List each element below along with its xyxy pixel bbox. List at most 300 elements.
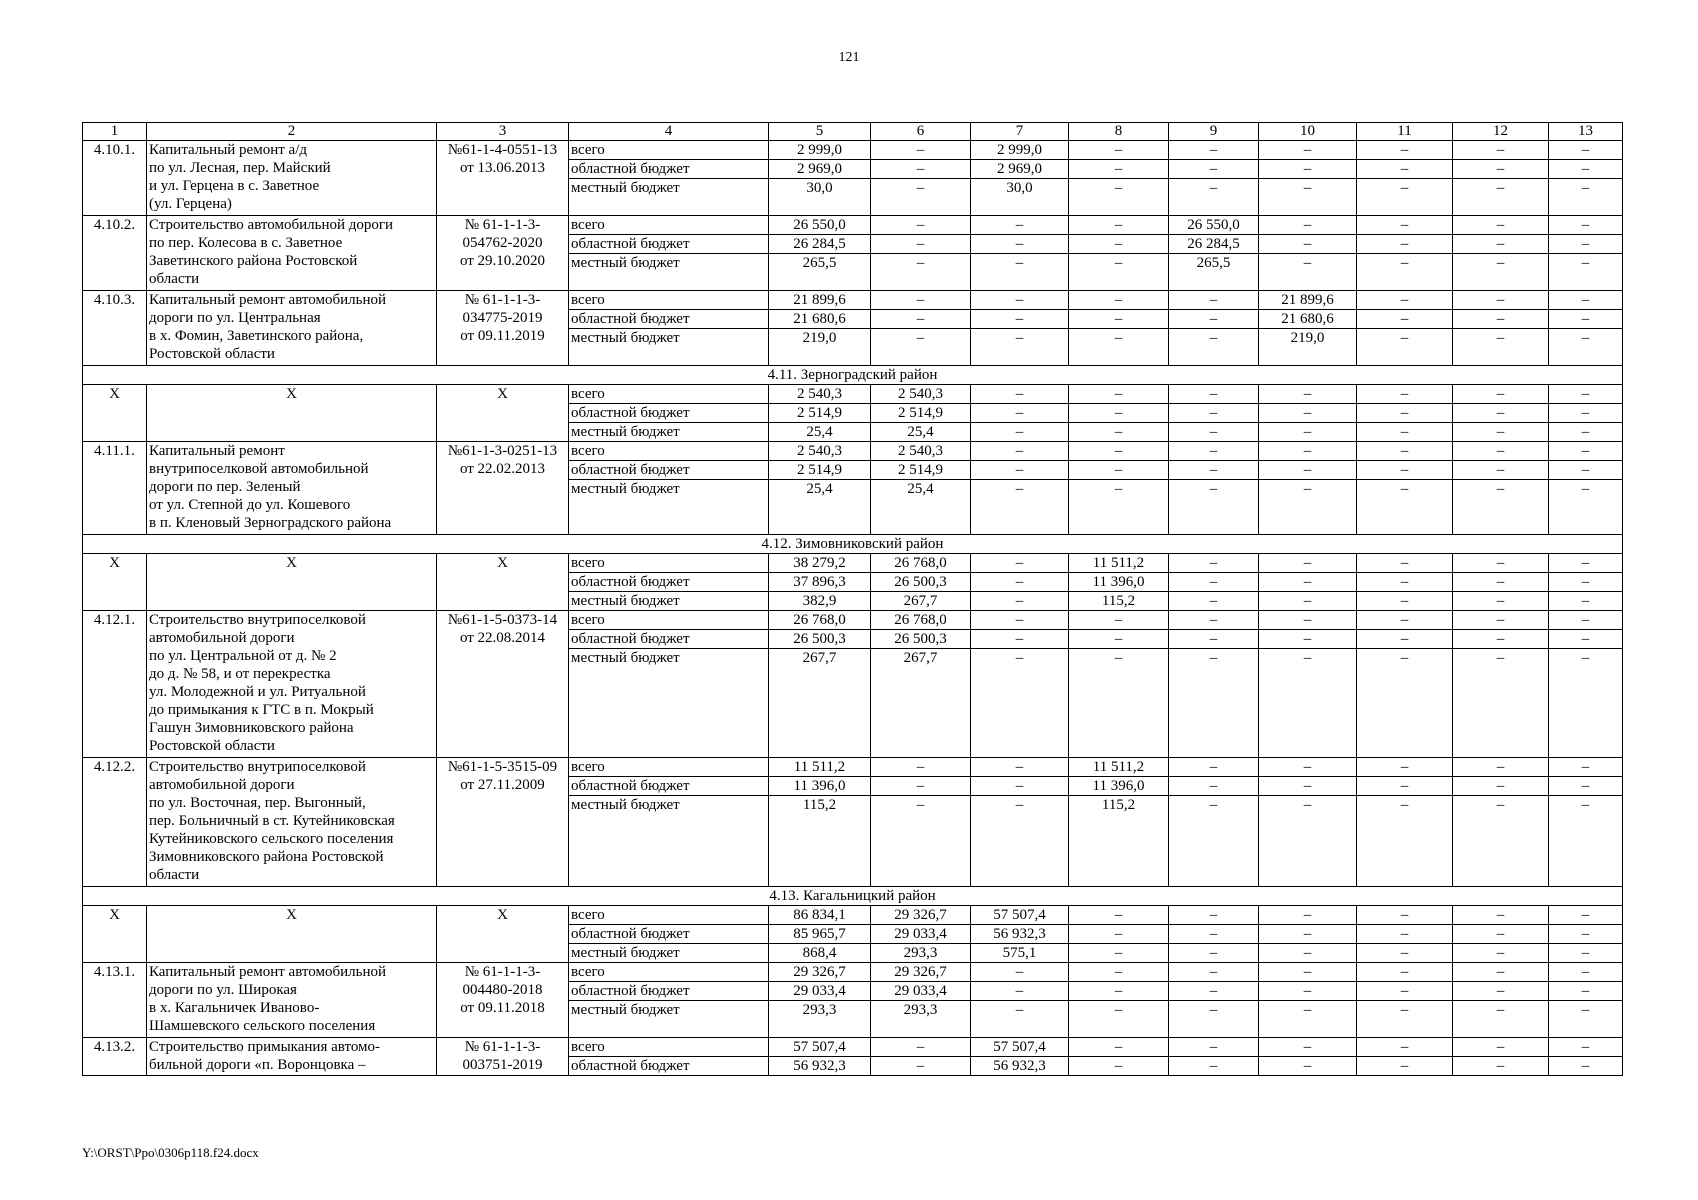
value-cell: –	[1453, 179, 1549, 216]
value-cell: –	[1069, 944, 1169, 963]
value-cell: 25,4	[769, 480, 871, 535]
value-cell: –	[1453, 404, 1549, 423]
value-cell: –	[1069, 404, 1169, 423]
item-name	[147, 1038, 437, 1076]
value-cell: 2 540,3	[871, 385, 971, 404]
document-number	[437, 963, 569, 1038]
value-cell: –	[1357, 649, 1453, 758]
value-cell: –	[1169, 1001, 1259, 1038]
value-cell: –	[1169, 404, 1259, 423]
column-header: 6	[871, 123, 971, 141]
value-cell: 26 550,0	[1169, 216, 1259, 235]
value-cell: –	[971, 982, 1069, 1001]
value-cell: –	[1259, 611, 1357, 630]
value-cell: 2 999,0	[769, 141, 871, 160]
value-cell: –	[1169, 796, 1259, 887]
item-name-line: по ул. Лесная, пер. Майский	[149, 160, 331, 176]
value-cell: 11 396,0	[769, 777, 871, 796]
item-name-line: бильной дороги «п. Воронцовка –	[149, 1057, 366, 1073]
value-cell: 26 500,3	[769, 630, 871, 649]
value-cell: –	[1549, 554, 1623, 573]
item-name-line: Кутейниковского сельского поселения	[149, 831, 394, 847]
value-cell: 29 326,7	[769, 963, 871, 982]
item-name-line: дороги по ул. Широкая	[149, 982, 297, 998]
value-cell: 2 969,0	[971, 160, 1069, 179]
document-line: от 22.02.2013	[459, 461, 546, 477]
value-cell: –	[1453, 906, 1549, 925]
value-cell: 11 396,0	[1069, 573, 1169, 592]
table-row	[83, 963, 1623, 982]
document-line: от 13.06.2013	[459, 160, 546, 176]
document-line: от 09.11.2018	[460, 1000, 545, 1016]
value-cell: –	[1169, 777, 1259, 796]
item-number: Х	[83, 554, 147, 611]
document-line: 004480-2018	[462, 982, 543, 998]
funding-source: областной бюджет	[569, 982, 769, 1001]
value-cell: 219,0	[1259, 329, 1357, 366]
value-cell: –	[1069, 216, 1169, 235]
value-cell: –	[1357, 906, 1453, 925]
value-cell: –	[971, 235, 1069, 254]
item-number: 4.10.3.	[83, 291, 147, 366]
item-name	[147, 906, 437, 963]
column-header: 3	[437, 123, 569, 141]
value-cell: 26 550,0	[769, 216, 871, 235]
value-cell: –	[971, 592, 1069, 611]
value-cell: 868,4	[769, 944, 871, 963]
document-number	[437, 442, 569, 535]
value-cell: –	[1549, 944, 1623, 963]
document-line: от 22.08.2014	[459, 630, 546, 646]
item-name	[147, 758, 437, 887]
value-cell: –	[1453, 1057, 1549, 1076]
column-header: 10	[1259, 123, 1357, 141]
value-cell: –	[1549, 592, 1623, 611]
funding-source: всего	[569, 611, 769, 630]
funding-source: областной бюджет	[569, 160, 769, 179]
value-cell: –	[1453, 777, 1549, 796]
value-cell: –	[1549, 906, 1623, 925]
document-line: Х	[497, 386, 508, 402]
value-cell: 29 033,4	[871, 982, 971, 1001]
value-cell: –	[1259, 442, 1357, 461]
value-cell: –	[1069, 423, 1169, 442]
value-cell: –	[1259, 944, 1357, 963]
value-cell: –	[1549, 385, 1623, 404]
funding-source: областной бюджет	[569, 573, 769, 592]
value-cell: –	[1357, 982, 1453, 1001]
value-cell: –	[1453, 160, 1549, 179]
value-cell: 56 932,3	[769, 1057, 871, 1076]
value-cell: –	[971, 461, 1069, 480]
item-name	[147, 963, 437, 1038]
value-cell: –	[1549, 1057, 1623, 1076]
table-row	[83, 554, 1623, 573]
value-cell: –	[1357, 216, 1453, 235]
value-cell: –	[1453, 758, 1549, 777]
table-row	[83, 291, 1623, 310]
value-cell: –	[1549, 216, 1623, 235]
item-number: Х	[83, 906, 147, 963]
value-cell: –	[1069, 385, 1169, 404]
value-cell: 11 511,2	[1069, 554, 1169, 573]
section-title: 4.12. Зимовниковский район	[83, 535, 1623, 554]
footer-file-path: Y:\ORST\Ppo\0306p118.f24.docx	[82, 1145, 259, 1160]
value-cell: –	[1357, 480, 1453, 535]
value-cell: –	[871, 329, 971, 366]
value-cell: 2 540,3	[769, 442, 871, 461]
value-cell: –	[871, 179, 971, 216]
value-cell: –	[1169, 925, 1259, 944]
value-cell: –	[1549, 141, 1623, 160]
value-cell: –	[1169, 141, 1259, 160]
value-cell: –	[1357, 796, 1453, 887]
value-cell: 115,2	[1069, 592, 1169, 611]
value-cell: –	[1549, 179, 1623, 216]
value-cell: –	[1259, 573, 1357, 592]
value-cell: 2 969,0	[769, 160, 871, 179]
value-cell: –	[1259, 404, 1357, 423]
value-cell: –	[1549, 649, 1623, 758]
value-cell: –	[1357, 758, 1453, 777]
item-number: 4.12.2.	[83, 758, 147, 887]
section-title: 4.13. Кагальницкий район	[83, 887, 1623, 906]
value-cell: –	[1169, 758, 1259, 777]
value-cell: –	[1549, 777, 1623, 796]
funding-source: всего	[569, 291, 769, 310]
item-name-line: внутрипоселковой автомобильной	[149, 461, 369, 477]
document-number	[437, 1038, 569, 1076]
value-cell: 21 899,6	[1259, 291, 1357, 310]
value-cell: 56 932,3	[971, 925, 1069, 944]
value-cell: –	[1169, 592, 1259, 611]
value-cell: –	[1069, 291, 1169, 310]
value-cell: 115,2	[769, 796, 871, 887]
value-cell: –	[1453, 1001, 1549, 1038]
column-header: 7	[971, 123, 1069, 141]
value-cell: –	[1453, 796, 1549, 887]
funding-source: всего	[569, 141, 769, 160]
value-cell: –	[1169, 963, 1259, 982]
item-name-line: Ростовской области	[149, 346, 275, 362]
funding-source: областной бюджет	[569, 630, 769, 649]
column-header: 2	[147, 123, 437, 141]
value-cell: –	[1069, 310, 1169, 329]
item-name-line: по ул. Восточная, пер. Выгонный,	[149, 795, 366, 811]
value-cell: –	[971, 649, 1069, 758]
value-cell: 2 514,9	[871, 461, 971, 480]
value-cell: –	[971, 1001, 1069, 1038]
item-name-line: и ул. Герцена в с. Заветное	[149, 178, 320, 194]
budget-table	[82, 122, 1623, 1076]
value-cell: –	[971, 963, 1069, 982]
item-name-line: в п. Кленовый Зерноградского района	[149, 515, 392, 531]
value-cell: 267,7	[769, 649, 871, 758]
value-cell: –	[1357, 179, 1453, 216]
item-name-line: Зимовниковского района Ростовской	[149, 849, 384, 865]
value-cell: –	[1169, 329, 1259, 366]
value-cell: 219,0	[769, 329, 871, 366]
item-name-line: по пер. Колесова в с. Заветное	[149, 235, 343, 251]
value-cell: –	[1069, 611, 1169, 630]
value-cell: 57 507,4	[971, 1038, 1069, 1057]
value-cell: –	[1357, 925, 1453, 944]
value-cell: 38 279,2	[769, 554, 871, 573]
value-cell: –	[971, 216, 1069, 235]
value-cell: –	[1357, 160, 1453, 179]
funding-source: местный бюджет	[569, 179, 769, 216]
value-cell: –	[1259, 592, 1357, 611]
column-header: 13	[1549, 123, 1623, 141]
item-name-line: от ул. Степной до ул. Кошевого	[149, 497, 351, 513]
document-line: от 09.11.2019	[460, 328, 545, 344]
value-cell: –	[1549, 611, 1623, 630]
value-cell: –	[1357, 235, 1453, 254]
table-row	[83, 758, 1623, 777]
value-cell: –	[971, 554, 1069, 573]
value-cell: –	[871, 310, 971, 329]
value-cell: –	[1357, 554, 1453, 573]
item-name-line: Капитальный ремонт а/д	[149, 142, 307, 158]
value-cell: –	[1357, 141, 1453, 160]
value-cell: –	[1259, 235, 1357, 254]
value-cell: –	[1549, 310, 1623, 329]
value-cell: –	[1453, 329, 1549, 366]
item-name-line: Х	[286, 386, 297, 402]
document-line: №61-1-4-0551-13	[447, 142, 558, 158]
funding-source: местный бюджет	[569, 592, 769, 611]
document-number	[437, 758, 569, 887]
value-cell: –	[1259, 141, 1357, 160]
table-row	[83, 906, 1623, 925]
value-cell: 26 500,3	[871, 630, 971, 649]
value-cell: –	[1259, 796, 1357, 887]
value-cell: 265,5	[769, 254, 871, 291]
item-name	[147, 442, 437, 535]
value-cell: –	[1357, 254, 1453, 291]
value-cell: 56 932,3	[971, 1057, 1069, 1076]
value-cell: –	[1069, 141, 1169, 160]
value-cell: 37 896,3	[769, 573, 871, 592]
value-cell: –	[1357, 592, 1453, 611]
value-cell: –	[1169, 611, 1259, 630]
value-cell: –	[1169, 649, 1259, 758]
value-cell: 267,7	[871, 649, 971, 758]
item-name-line: до примыкания к ГТС в п. Мокрый	[149, 702, 374, 718]
value-cell: –	[1453, 963, 1549, 982]
item-name-line: до д. № 58, и от перекрестка	[149, 666, 331, 682]
item-number: 4.12.1.	[83, 611, 147, 758]
item-name-line: Строительство автомобильной дороги	[149, 217, 394, 233]
value-cell: –	[1069, 160, 1169, 179]
value-cell: –	[1259, 1057, 1357, 1076]
value-cell: 29 033,4	[871, 925, 971, 944]
value-cell: –	[1357, 963, 1453, 982]
value-cell: –	[1169, 480, 1259, 535]
funding-source: областной бюджет	[569, 777, 769, 796]
item-name	[147, 141, 437, 216]
document-number	[437, 611, 569, 758]
item-name-line: Капитальный ремонт	[149, 443, 285, 459]
value-cell: –	[1259, 649, 1357, 758]
value-cell: –	[971, 611, 1069, 630]
page-number: 121	[838, 50, 860, 65]
value-cell: –	[1259, 906, 1357, 925]
value-cell: –	[1259, 777, 1357, 796]
value-cell: –	[1069, 235, 1169, 254]
value-cell: –	[871, 235, 971, 254]
funding-source: местный бюджет	[569, 944, 769, 963]
value-cell: 85 965,7	[769, 925, 871, 944]
value-cell: –	[1259, 423, 1357, 442]
document-number	[437, 554, 569, 611]
document-line: № 61-1-1-3-	[464, 217, 541, 233]
item-name-line: дороги по пер. Зеленый	[149, 479, 301, 495]
value-cell: –	[1549, 925, 1623, 944]
item-number: 4.13.2.	[83, 1038, 147, 1076]
value-cell: –	[971, 480, 1069, 535]
value-cell: 2 540,3	[871, 442, 971, 461]
value-cell: –	[1453, 442, 1549, 461]
value-cell: 382,9	[769, 592, 871, 611]
column-header: 11	[1357, 123, 1453, 141]
value-cell: –	[1169, 160, 1259, 179]
value-cell: –	[871, 160, 971, 179]
item-name-line: в х. Кагальничек Ивановo-	[149, 1000, 320, 1016]
table-row	[83, 1038, 1623, 1057]
value-cell: –	[971, 404, 1069, 423]
item-name	[147, 291, 437, 366]
value-cell: –	[971, 385, 1069, 404]
value-cell: 2 514,9	[769, 461, 871, 480]
funding-source: областной бюджет	[569, 461, 769, 480]
item-number: 4.13.1.	[83, 963, 147, 1038]
value-cell: –	[1069, 649, 1169, 758]
value-cell: –	[1453, 216, 1549, 235]
funding-source: областной бюджет	[569, 1057, 769, 1076]
item-name-line: Шамшевского сельского поселения	[149, 1018, 376, 1034]
item-name-line: Строительство внутрипоселковой	[149, 759, 366, 775]
value-cell: 30,0	[971, 179, 1069, 216]
value-cell: –	[1259, 461, 1357, 480]
value-cell: 26 768,0	[871, 554, 971, 573]
funding-source: областной бюджет	[569, 310, 769, 329]
value-cell: –	[1169, 630, 1259, 649]
value-cell: –	[1549, 423, 1623, 442]
item-name-line: Строительство примыкания автомо-	[149, 1039, 381, 1055]
document-line: Х	[497, 907, 508, 923]
document-number	[437, 385, 569, 442]
value-cell: –	[1549, 235, 1623, 254]
item-name-line: автомобильной дороги	[149, 630, 295, 646]
funding-source: областной бюджет	[569, 925, 769, 944]
table-row	[83, 611, 1623, 630]
value-cell: 115,2	[1069, 796, 1169, 887]
value-cell: –	[1259, 630, 1357, 649]
document-line: №61-1-5-3515-09	[447, 759, 558, 775]
value-cell: 26 768,0	[871, 611, 971, 630]
item-name-line: Гашун Зимовниковского района	[149, 720, 354, 736]
value-cell: –	[871, 758, 971, 777]
value-cell: –	[971, 423, 1069, 442]
value-cell: –	[1453, 461, 1549, 480]
value-cell: –	[1259, 254, 1357, 291]
value-cell: 26 500,3	[871, 573, 971, 592]
value-cell: –	[871, 216, 971, 235]
value-cell: –	[1069, 630, 1169, 649]
value-cell: –	[1357, 1038, 1453, 1057]
funding-source: всего	[569, 442, 769, 461]
value-cell: –	[1169, 906, 1259, 925]
value-cell: –	[1453, 944, 1549, 963]
item-name-line: Строительство внутрипоселковой	[149, 612, 366, 628]
value-cell: –	[1357, 423, 1453, 442]
value-cell: –	[1357, 1001, 1453, 1038]
value-cell: –	[1549, 982, 1623, 1001]
value-cell: 11 396,0	[1069, 777, 1169, 796]
value-cell: –	[1357, 329, 1453, 366]
value-cell: –	[971, 291, 1069, 310]
document-line: № 61-1-1-3-	[464, 292, 541, 308]
item-name	[147, 554, 437, 611]
value-cell: –	[1069, 329, 1169, 366]
document-line: №61-1-5-0373-14	[447, 612, 558, 628]
value-cell: –	[1069, 1057, 1169, 1076]
value-cell: –	[971, 777, 1069, 796]
value-cell: –	[1069, 480, 1169, 535]
value-cell: 2 514,9	[871, 404, 971, 423]
value-cell: –	[971, 310, 1069, 329]
document-number	[437, 141, 569, 216]
funding-source: местный бюджет	[569, 1001, 769, 1038]
value-cell: –	[1169, 982, 1259, 1001]
value-cell: –	[1453, 649, 1549, 758]
value-cell: –	[1357, 442, 1453, 461]
document-line: 003751-2019	[462, 1057, 543, 1073]
funding-source: всего	[569, 758, 769, 777]
value-cell: –	[1357, 461, 1453, 480]
value-cell: –	[1549, 630, 1623, 649]
value-cell: –	[1069, 1001, 1169, 1038]
value-cell: –	[971, 630, 1069, 649]
value-cell: 57 507,4	[971, 906, 1069, 925]
value-cell: –	[1549, 461, 1623, 480]
value-cell: 29 326,7	[871, 963, 971, 982]
value-cell: 293,3	[871, 1001, 971, 1038]
value-cell: –	[1169, 291, 1259, 310]
value-cell: –	[1453, 254, 1549, 291]
value-cell: 57 507,4	[769, 1038, 871, 1057]
value-cell: –	[1357, 385, 1453, 404]
item-name	[147, 385, 437, 442]
value-cell: –	[1549, 573, 1623, 592]
value-cell: –	[1357, 630, 1453, 649]
item-name-line: Капитальный ремонт автомобильной	[149, 964, 387, 980]
value-cell: –	[1357, 611, 1453, 630]
value-cell: –	[1549, 404, 1623, 423]
section-title: 4.11. Зерноградский район	[83, 366, 1623, 385]
value-cell: 21 680,6	[1259, 310, 1357, 329]
funding-source: областной бюджет	[569, 235, 769, 254]
value-cell: –	[1549, 758, 1623, 777]
table-row	[83, 385, 1623, 404]
value-cell: –	[1453, 423, 1549, 442]
value-cell: –	[1259, 554, 1357, 573]
value-cell: 26 284,5	[1169, 235, 1259, 254]
document-line: от 29.10.2020	[459, 253, 546, 269]
column-header: 4	[569, 123, 769, 141]
value-cell: –	[871, 1038, 971, 1057]
